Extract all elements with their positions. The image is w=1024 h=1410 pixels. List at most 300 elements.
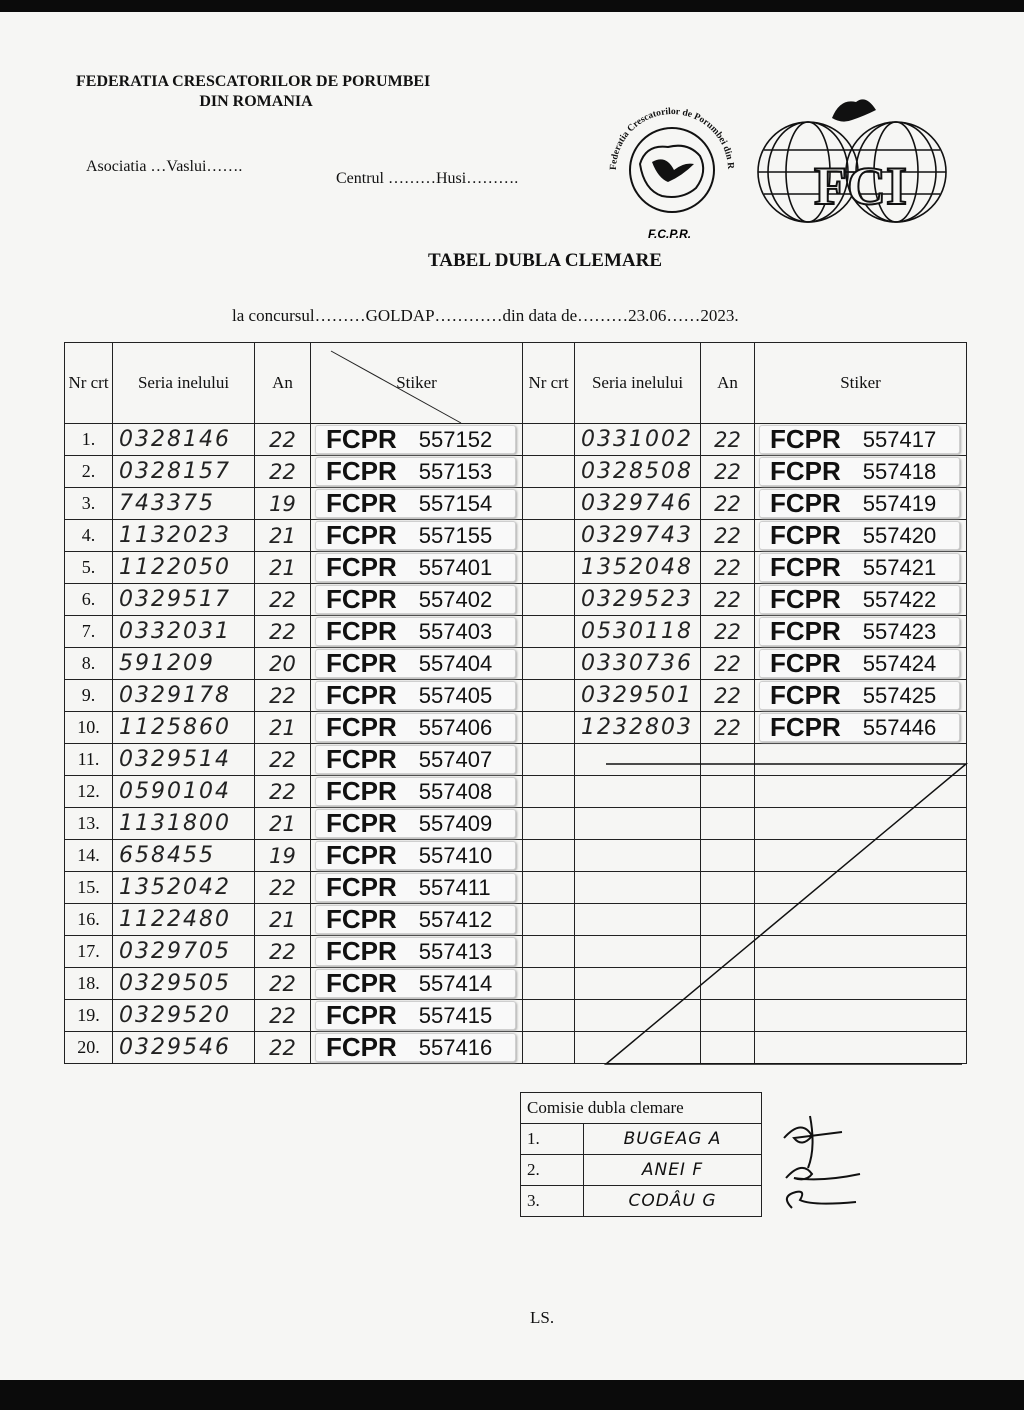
- ring-year-right: 22: [701, 584, 755, 616]
- sticker-cell: [311, 744, 523, 776]
- header-stiker-right: Stiker: [755, 343, 967, 424]
- sticker-number: 557405: [418, 682, 493, 708]
- empty-cell: [755, 872, 967, 904]
- sticker-number: 557412: [418, 906, 493, 932]
- right-row-number: [523, 776, 575, 808]
- sticker-brand: FCPR: [326, 456, 397, 486]
- sticker-brand: FCPR: [770, 456, 841, 486]
- sticker-brand: FCPR: [326, 520, 397, 550]
- fci-logo: [752, 80, 952, 230]
- asociatia-label: Asociatia: [86, 158, 147, 175]
- row-number: 11.: [65, 744, 113, 776]
- row-number: 1.: [65, 424, 113, 456]
- row-number: 17.: [65, 936, 113, 968]
- ring-year: 22: [255, 968, 311, 1000]
- sticker-label: [315, 585, 516, 614]
- sticker-label: [315, 489, 516, 518]
- empty-cell: [575, 968, 701, 1000]
- sticker-label: [315, 713, 516, 742]
- empty-cell: [701, 840, 755, 872]
- right-row-number: [523, 712, 575, 744]
- sticker-number: 557446: [862, 714, 937, 740]
- sticker-label: [759, 521, 960, 550]
- ring-series: 0328157: [113, 456, 255, 488]
- right-row-number: [523, 1000, 575, 1032]
- ring-year: 22: [255, 424, 311, 456]
- sticker-label: [315, 617, 516, 646]
- commission-member-2: ANEI F: [584, 1155, 762, 1186]
- fci-logo-text: FCI: [814, 156, 907, 216]
- empty-cell: [701, 744, 755, 776]
- sticker-label: [315, 777, 516, 806]
- empty-cell: [755, 904, 967, 936]
- double-clock-table: [64, 342, 967, 1064]
- sticker-cell: [755, 520, 967, 552]
- row-number: 13.: [65, 808, 113, 840]
- commission-title: Comisie dubla clemare: [521, 1093, 762, 1124]
- sticker-cell: [311, 584, 523, 616]
- table-row: [65, 552, 967, 584]
- sticker-number: 557401: [418, 554, 493, 580]
- table-row: [65, 584, 967, 616]
- row-number: 2.: [65, 456, 113, 488]
- empty-cell: [755, 936, 967, 968]
- sticker-label: [315, 873, 516, 902]
- ring-year: 22: [255, 616, 311, 648]
- sticker-label: [759, 585, 960, 614]
- sticker-number: 557154: [418, 490, 493, 516]
- right-row-number: [523, 680, 575, 712]
- sticker-label: [315, 809, 516, 838]
- sticker-number: 557419: [862, 490, 937, 516]
- sticker-label: [315, 521, 516, 550]
- ring-series: 743375: [113, 488, 255, 520]
- empty-cell: [575, 936, 701, 968]
- right-row-number: [523, 456, 575, 488]
- ring-year: 22: [255, 872, 311, 904]
- row-number: 8.: [65, 648, 113, 680]
- sticker-cell: [311, 552, 523, 584]
- ring-series: 1352042: [113, 872, 255, 904]
- right-row-number: [523, 1032, 575, 1064]
- ring-year-right: 22: [701, 552, 755, 584]
- sticker-number: 557411: [418, 874, 491, 900]
- sticker-label: [315, 969, 516, 998]
- sticker-label: [315, 553, 516, 582]
- ring-series: 0328146: [113, 424, 255, 456]
- table-row: [65, 680, 967, 712]
- sticker-number: 557418: [862, 458, 937, 484]
- ring-year: 22: [255, 584, 311, 616]
- sticker-number: 557152: [418, 426, 493, 452]
- sticker-number: 557413: [418, 938, 493, 964]
- sticker-cell: [311, 616, 523, 648]
- ring-year: 20: [255, 648, 311, 680]
- row-number: 9.: [65, 680, 113, 712]
- ring-year: 22: [255, 1000, 311, 1032]
- federation-name: [76, 72, 506, 112]
- ring-year: 22: [255, 744, 311, 776]
- sticker-number: 557408: [418, 778, 493, 804]
- table-row: [65, 520, 967, 552]
- sticker-brand: FCPR: [770, 552, 841, 582]
- ring-series: 1131800: [113, 808, 255, 840]
- sticker-cell: [755, 424, 967, 456]
- right-row-number: [523, 840, 575, 872]
- sticker-number: 557415: [418, 1002, 493, 1028]
- sticker-brand: FCPR: [770, 648, 841, 678]
- empty-cell: [755, 1032, 967, 1064]
- sticker-brand: FCPR: [326, 744, 397, 774]
- ring-year: 19: [255, 840, 311, 872]
- right-row-number: [523, 744, 575, 776]
- ring-year: 22: [255, 680, 311, 712]
- row-number: 12.: [65, 776, 113, 808]
- ring-year: 21: [255, 552, 311, 584]
- ring-series: 0332031: [113, 616, 255, 648]
- sticker-cell: [311, 968, 523, 1000]
- table-row: [65, 744, 967, 776]
- ring-series: 591209: [113, 648, 255, 680]
- commission-table: [520, 1092, 762, 1217]
- sticker-label: [315, 1033, 516, 1062]
- sticker-number: 557425: [862, 682, 937, 708]
- table-row: [65, 968, 967, 1000]
- ring-series-right: 1232803: [575, 712, 701, 744]
- table-body: [65, 424, 967, 1064]
- ring-year: 19: [255, 488, 311, 520]
- sticker-label: [759, 489, 960, 518]
- empty-cell: [575, 744, 701, 776]
- fcpr-logo: [592, 85, 746, 242]
- ring-year-right: 22: [701, 520, 755, 552]
- row-number: 20.: [65, 1032, 113, 1064]
- empty-cell: [755, 744, 967, 776]
- ls-mark: LS.: [530, 1308, 555, 1327]
- sticker-cell: [311, 680, 523, 712]
- header-an-right: An: [701, 343, 755, 424]
- sticker-cell: [311, 712, 523, 744]
- ring-year-right: 22: [701, 488, 755, 520]
- ring-year: 21: [255, 904, 311, 936]
- ring-year-right: 22: [701, 712, 755, 744]
- row-number: 7.: [65, 616, 113, 648]
- right-row-number: [523, 936, 575, 968]
- empty-cell: [701, 968, 755, 1000]
- sticker-cell: [311, 872, 523, 904]
- sticker-cell: [311, 840, 523, 872]
- table-row: [65, 872, 967, 904]
- ring-series-right: 0331002: [575, 424, 701, 456]
- header-stiker: [311, 343, 523, 424]
- row-number: 14.: [65, 840, 113, 872]
- sticker-brand: FCPR: [326, 1000, 397, 1030]
- header-stiker-label: Stiker: [396, 373, 437, 392]
- sticker-brand: FCPR: [770, 520, 841, 550]
- sticker-brand: FCPR: [326, 616, 397, 646]
- empty-cell: [575, 904, 701, 936]
- ring-year-right: 22: [701, 456, 755, 488]
- ring-series-right: 0530118: [575, 616, 701, 648]
- federation-line1: FEDERATIA CRESCATORILOR DE PORUMBEI: [76, 73, 431, 90]
- sticker-label: [759, 617, 960, 646]
- sticker-cell: [755, 712, 967, 744]
- commission-member-1: BUGEAG A: [584, 1124, 762, 1155]
- table-row: [65, 712, 967, 744]
- row-number: 19.: [65, 1000, 113, 1032]
- ring-series: 0329546: [113, 1032, 255, 1064]
- ring-series-right: 1352048: [575, 552, 701, 584]
- ring-year: 21: [255, 712, 311, 744]
- sticker-label: [315, 649, 516, 678]
- asociatia-value: Vaslui: [166, 158, 207, 175]
- sticker-cell: [755, 680, 967, 712]
- sticker-cell: [311, 648, 523, 680]
- sticker-brand: FCPR: [326, 680, 397, 710]
- empty-cell: [755, 1000, 967, 1032]
- sticker-brand: FCPR: [770, 488, 841, 518]
- svg-text:Federatia Crescatorilor de Por: [592, 85, 735, 170]
- contest-line: la concursul………GOLDAP…………din data de………23.06……2023.: [232, 306, 739, 325]
- table-row: [65, 616, 967, 648]
- empty-cell: [701, 776, 755, 808]
- sticker-brand: FCPR: [326, 936, 397, 966]
- sticker-label: [315, 745, 516, 774]
- table-row: [65, 1000, 967, 1032]
- centrul-field: Centrul ………Husi……….: [336, 170, 519, 187]
- empty-cell: [575, 1000, 701, 1032]
- table-row: [65, 840, 967, 872]
- sticker-number: 557414: [418, 970, 493, 996]
- row-number: 16.: [65, 904, 113, 936]
- empty-cell: [701, 808, 755, 840]
- commission-member-3: CODÂU G: [584, 1186, 762, 1217]
- empty-cell: [755, 840, 967, 872]
- empty-cell: [575, 776, 701, 808]
- ring-year-right: 22: [701, 616, 755, 648]
- sticker-cell: [311, 424, 523, 456]
- sticker-brand: FCPR: [770, 680, 841, 710]
- row-number: 5.: [65, 552, 113, 584]
- row-number: 6.: [65, 584, 113, 616]
- sticker-brand: FCPR: [770, 712, 841, 742]
- header-nr-right: Nr crt: [523, 343, 575, 424]
- row-number: 10.: [65, 712, 113, 744]
- right-row-number: [523, 616, 575, 648]
- table-row: [65, 456, 967, 488]
- empty-cell: [575, 808, 701, 840]
- sticker-label: [315, 681, 516, 710]
- table-row: [65, 936, 967, 968]
- table-row: [65, 904, 967, 936]
- sticker-cell: [311, 808, 523, 840]
- empty-cell: [755, 808, 967, 840]
- sticker-brand: FCPR: [770, 616, 841, 646]
- sticker-label: [759, 649, 960, 678]
- empty-cell: [575, 840, 701, 872]
- asociatia-field: Asociatia …Vaslui…….: [86, 158, 243, 175]
- ring-series: 1125860: [113, 712, 255, 744]
- centrul-value: Husi: [436, 170, 467, 187]
- row-number: 3.: [65, 488, 113, 520]
- sticker-cell: [755, 488, 967, 520]
- empty-cell: [701, 936, 755, 968]
- sticker-cell: [311, 520, 523, 552]
- sticker-number: 557416: [418, 1034, 493, 1060]
- sticker-cell: [755, 552, 967, 584]
- header-seria-right: Seria inelului: [575, 343, 701, 424]
- right-row-number: [523, 488, 575, 520]
- sticker-brand: FCPR: [326, 552, 397, 582]
- sticker-label: [759, 553, 960, 582]
- commission-nr-3: 3.: [521, 1186, 584, 1217]
- empty-cell: [755, 776, 967, 808]
- ring-year: 22: [255, 776, 311, 808]
- sticker-brand: FCPR: [326, 488, 397, 518]
- empty-cell: [701, 1000, 755, 1032]
- ring-series-right: 0329746: [575, 488, 701, 520]
- sticker-cell: [311, 776, 523, 808]
- sticker-number: 557423: [862, 618, 937, 644]
- sticker-brand: FCPR: [326, 968, 397, 998]
- sticker-number: 557407: [418, 746, 493, 772]
- sticker-number: 557404: [418, 650, 493, 676]
- fcpr-logo-abbr: F.C.P.R.: [648, 227, 692, 241]
- sticker-number: 557153: [418, 458, 493, 484]
- empty-cell: [575, 1032, 701, 1064]
- sticker-number: 557406: [418, 714, 493, 740]
- empty-cell: [701, 872, 755, 904]
- sticker-brand: FCPR: [326, 808, 397, 838]
- sticker-brand: FCPR: [326, 648, 397, 678]
- empty-cell: [755, 968, 967, 1000]
- ring-year-right: 22: [701, 680, 755, 712]
- commission-nr-1: 1.: [521, 1124, 584, 1155]
- right-row-number: [523, 808, 575, 840]
- sticker-cell: [755, 584, 967, 616]
- sticker-brand: FCPR: [326, 584, 397, 614]
- ring-year-right: 22: [701, 648, 755, 680]
- ring-year: 21: [255, 808, 311, 840]
- sticker-label: [759, 425, 960, 454]
- ring-series: 0329520: [113, 1000, 255, 1032]
- centrul-label: Centrul: [336, 170, 384, 187]
- ring-year: 22: [255, 456, 311, 488]
- sticker-cell: [311, 904, 523, 936]
- sticker-label: [759, 713, 960, 742]
- sticker-cell: [755, 648, 967, 680]
- empty-cell: [701, 1032, 755, 1064]
- sticker-brand: FCPR: [326, 872, 397, 902]
- sticker-label: [315, 1001, 516, 1030]
- row-number: 4.: [65, 520, 113, 552]
- ring-series: 0329178: [113, 680, 255, 712]
- right-row-number: [523, 872, 575, 904]
- sticker-label: [315, 841, 516, 870]
- table-row: [65, 776, 967, 808]
- header-seria: Seria inelului: [113, 343, 255, 424]
- header-nr: Nr crt: [65, 343, 113, 424]
- ring-series-right: 0329743: [575, 520, 701, 552]
- right-row-number: [523, 520, 575, 552]
- sticker-brand: FCPR: [326, 840, 397, 870]
- table-row: [65, 808, 967, 840]
- federation-line2: DIN ROMANIA: [199, 93, 313, 110]
- right-row-number: [523, 968, 575, 1000]
- sticker-label: [315, 457, 516, 486]
- sticker-cell: [311, 456, 523, 488]
- sticker-label: [315, 937, 516, 966]
- sticker-brand: FCPR: [326, 1032, 397, 1062]
- ring-series-right: 0330736: [575, 648, 701, 680]
- ring-year: 22: [255, 1032, 311, 1064]
- sticker-number: 557402: [418, 586, 493, 612]
- ring-series: 658455: [113, 840, 255, 872]
- signatures: [772, 1108, 872, 1218]
- sticker-brand: FCPR: [770, 424, 841, 454]
- sticker-cell: [311, 1000, 523, 1032]
- ring-series-right: 0328508: [575, 456, 701, 488]
- row-number: 18.: [65, 968, 113, 1000]
- ring-year-right: 22: [701, 424, 755, 456]
- ring-series-right: 0329501: [575, 680, 701, 712]
- ring-series: 1122050: [113, 552, 255, 584]
- sticker-number: 557403: [418, 618, 493, 644]
- right-row-number: [523, 904, 575, 936]
- header-an: An: [255, 343, 311, 424]
- sticker-number: 557422: [862, 586, 937, 612]
- document-sheet: [0, 12, 1024, 1380]
- sticker-number: 557420: [862, 522, 937, 548]
- empty-cell: [575, 872, 701, 904]
- ring-series: 0329514: [113, 744, 255, 776]
- sticker-label: [315, 425, 516, 454]
- sticker-brand: FCPR: [326, 904, 397, 934]
- ring-year: 21: [255, 520, 311, 552]
- sticker-number: 557417: [862, 426, 937, 452]
- sticker-cell: [311, 488, 523, 520]
- empty-cell: [701, 904, 755, 936]
- sticker-cell: [311, 936, 523, 968]
- right-row-number: [523, 424, 575, 456]
- sticker-cell: [311, 1032, 523, 1064]
- ring-series: 0329505: [113, 968, 255, 1000]
- sticker-number: 557410: [418, 842, 493, 868]
- sticker-number: 557409: [418, 810, 493, 836]
- table-row: [65, 424, 967, 456]
- sticker-brand: FCPR: [770, 584, 841, 614]
- fcpr-logo-arc-text: Federatia Crescatorilor de Porumbei din Romania: [592, 85, 736, 171]
- sticker-number: 557155: [418, 522, 493, 548]
- table-row: [65, 1032, 967, 1064]
- sticker-label: [315, 905, 516, 934]
- right-row-number: [523, 552, 575, 584]
- sticker-label: [759, 681, 960, 710]
- table-row: [65, 488, 967, 520]
- sticker-brand: FCPR: [326, 712, 397, 742]
- sticker-brand: FCPR: [326, 776, 397, 806]
- right-row-number: [523, 648, 575, 680]
- ring-series: 0329517: [113, 584, 255, 616]
- ring-series: 1132023: [113, 520, 255, 552]
- right-row-number: [523, 584, 575, 616]
- sticker-cell: [755, 456, 967, 488]
- ring-series: 1122480: [113, 904, 255, 936]
- document-title: TABEL DUBLA CLEMARE: [427, 250, 663, 271]
- sticker-cell: [755, 616, 967, 648]
- sticker-label: [759, 457, 960, 486]
- ring-series: 0329705: [113, 936, 255, 968]
